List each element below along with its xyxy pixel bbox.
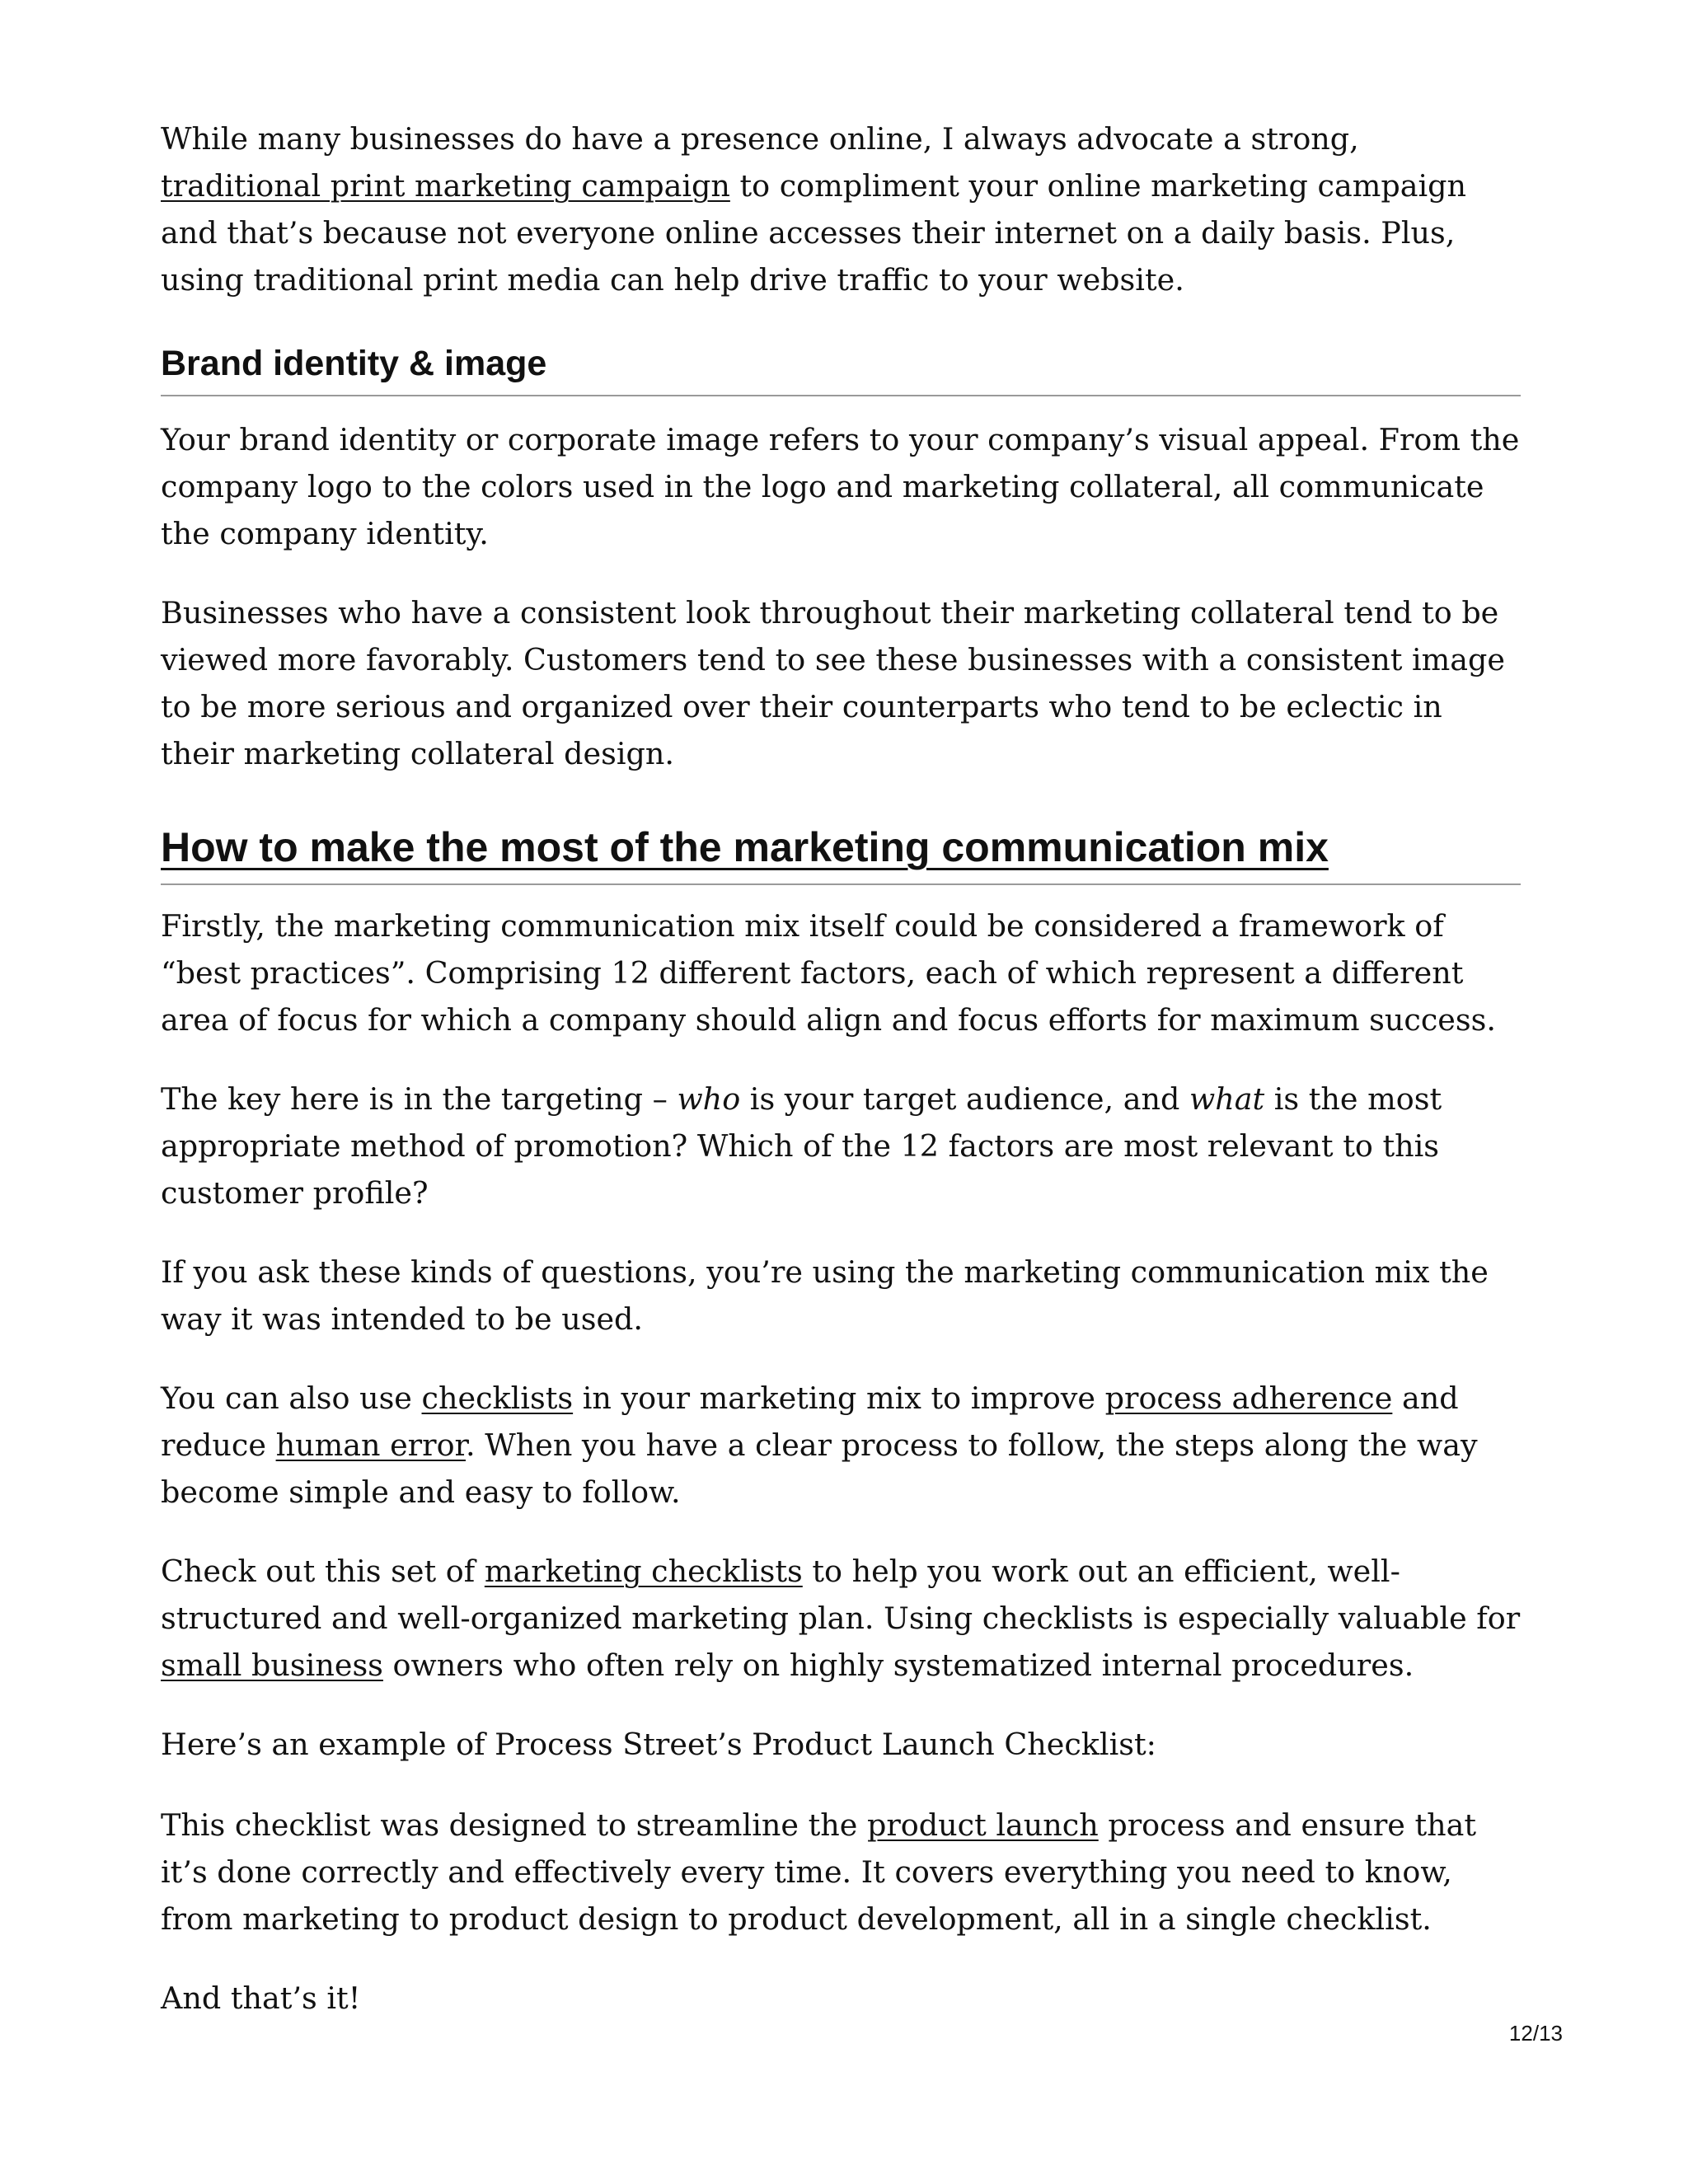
marketing-checklists-link[interactable]: marketing checklists	[484, 1554, 803, 1589]
text-span: . When you have a clear process to follow, the steps along the way become simple and easy to follow.	[161, 1427, 1478, 1510]
brand-paragraph-2: Businesses who have a consistent look throughout their marketing collateral tend to be viewed more favorably. Customers tend to see these businesses with a consistent image to be more serious and organized over their counterparts who tend to be eclectic in their marketing collateral design.	[161, 595, 1506, 771]
mix-paragraph-3: If you ask these kinds of questions, you’re using the marketing communication mix the way it was intended to be used.	[161, 1254, 1489, 1337]
brand-identity-heading: Brand identity & image	[161, 340, 1521, 396]
mix-paragraph-5	[161, 1548, 1521, 1689]
mix-paragraph-6: Here’s an example of Process Street’s Product Launch Checklist:	[161, 1727, 1156, 1762]
human-error-link[interactable]: human error	[275, 1427, 466, 1463]
marketing-mix-heading	[161, 821, 1521, 885]
text-span: Check out this set of	[161, 1554, 485, 1589]
mix-paragraph-4	[161, 1375, 1521, 1516]
text-span: The key here is in the targeting –	[161, 1081, 678, 1117]
page-number: 12/13	[1508, 2021, 1563, 2046]
closing-paragraph: And that’s it!	[161, 1980, 361, 2016]
text-span: While many businesses do have a presence online, I always advocate a strong,	[161, 121, 1359, 157]
process-adherence-link[interactable]: process adherence	[1104, 1380, 1393, 1416]
brand-paragraph-1: Your brand identity or corporate image refers to your company’s visual appeal. From the company logo to the colors used in the logo and marketing collateral, all communicate the company identity.	[161, 422, 1520, 551]
mix-paragraph-1: Firstly, the marketing communication mix itself could be considered a framework of “best practices”. Comprising 12 different factors, each of which represent a different area of focus for which a company should align and focus efforts for maximum success.	[161, 908, 1496, 1038]
emphasis-who: who	[677, 1081, 741, 1117]
text-span: and reduce	[161, 1380, 1459, 1463]
text-span: to help you work out an efficient, well-structured and well-organized marketing plan. Using checklists is especially valuable for	[161, 1554, 1521, 1636]
marketing-mix-heading-link[interactable]: How to make the most of the marketing communication mix	[161, 824, 1329, 870]
emphasis-what: what	[1189, 1081, 1265, 1117]
small-business-link[interactable]: small business	[161, 1647, 383, 1683]
text-span: is your target audience, and	[740, 1081, 1189, 1117]
text-span: in your marketing mix to improve	[573, 1380, 1105, 1416]
text-span: to compliment your online marketing campaign and that’s because not everyone online accesses their internet on a daily basis. Plus, using traditional print media can help drive traffic to your website.	[161, 168, 1466, 298]
product-launch-link[interactable]: product launch	[866, 1807, 1099, 1843]
mix-paragraph-7	[161, 1802, 1521, 1943]
checklists-link[interactable]: checklists	[421, 1380, 574, 1416]
intro-paragraph	[161, 115, 1521, 303]
text-span: process and ensure that it’s done correctly and effectively every time. It covers everything you need to know, from marketing to product design to product development, all in a single checklist.	[161, 1807, 1477, 1937]
text-span: You can also use	[161, 1380, 422, 1416]
text-span: is the most appropriate method of promotion? Which of the 12 factors are most relevant to this customer profile?	[161, 1081, 1442, 1211]
traditional-print-marketing-link[interactable]: traditional print marketing campaign	[161, 168, 730, 204]
mix-paragraph-2	[161, 1076, 1521, 1216]
text-span: owners who often rely on highly systematized internal procedures.	[382, 1647, 1414, 1683]
text-span: This checklist was designed to streamline the	[161, 1807, 867, 1843]
